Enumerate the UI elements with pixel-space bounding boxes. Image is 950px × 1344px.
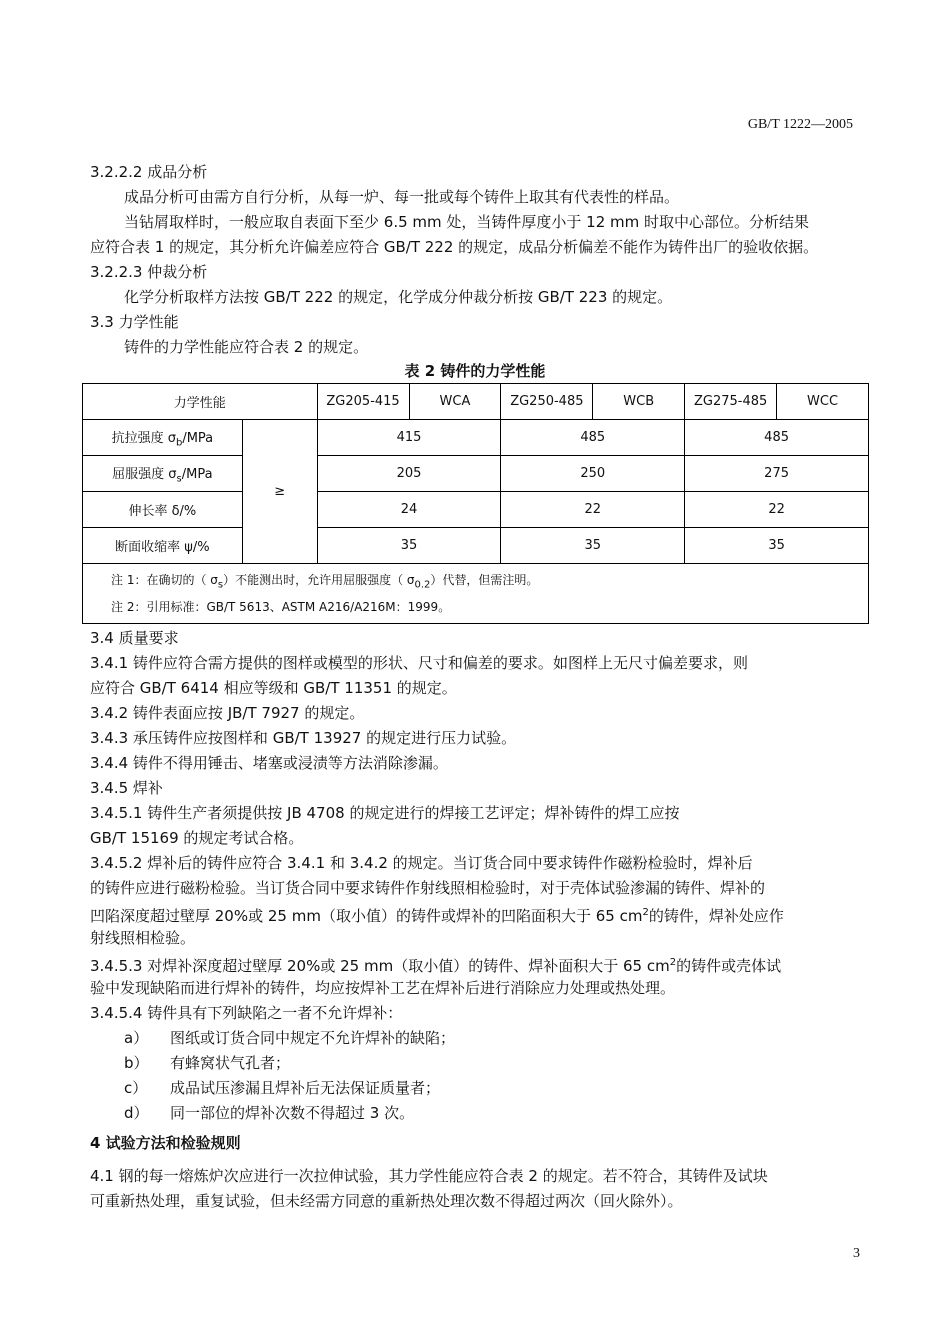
table-cell: 22	[501, 492, 685, 528]
table-cell: 24	[317, 492, 501, 528]
section-3-3-heading: 3.3 力学性能	[90, 313, 179, 331]
paragraph: 4.1 钢的每一熔炼炉次应进行一次拉伸试验，其力学性能应符合表 2 的规定。若不符合，其铸件及试块	[90, 1167, 768, 1185]
paragraph: 3.4.2 铸件表面应按 JB/T 7927 的规定。	[90, 704, 365, 722]
grade-header: WCB	[593, 384, 685, 420]
table-row	[83, 492, 869, 528]
paragraph: 成品分析可由需方自行分析，从每一炉、每一批或每个铸件上取其有代表性的样品。	[124, 188, 680, 206]
column-header: 力学性能	[83, 384, 318, 420]
paragraph: 射线照相检验。	[90, 929, 196, 947]
property-label: 伸长率 δ/%	[83, 492, 243, 528]
grade-header: WCC	[777, 384, 869, 420]
mechanical-properties-table	[82, 383, 869, 624]
table-cell: 275	[685, 456, 869, 492]
table-cell: 485	[685, 420, 869, 456]
table-cell: 485	[501, 420, 685, 456]
paragraph: 当钻屑取样时，一般应取自表面下至少 6.5 mm 处，当铸件厚度小于 12 mm 时取中心部位。分析结果	[124, 213, 810, 231]
table-cell: 35	[317, 528, 501, 564]
table-cell: 205	[317, 456, 501, 492]
table-cell: 35	[501, 528, 685, 564]
table-row	[83, 528, 869, 564]
section-3-2-2-3-heading: 3.2.2.3 仲裁分析	[90, 263, 208, 281]
paragraph: 3.4.3 承压铸件应按图样和 GB/T 13927 的规定进行压力试验。	[90, 729, 517, 747]
paragraph: 3.4.5.1 铸件生产者须提供按 JB 4708 的规定进行的焊接工艺评定；焊补铸件的焊工应按	[90, 804, 680, 822]
note-1: 注 1：在确切的（ $\sigma_s$）不能测出时，允许用屈服强度（ $\sigma_{0.2}$）代替，但需注明。	[111, 573, 539, 591]
table-cell: 250	[501, 456, 685, 492]
paragraph: 应符合表 1 的规定，其分析允许偏差应符合 GB/T 222 的规定，成品分析偏差不能作为铸件出厂的验收依据。	[90, 238, 819, 256]
grade-header: WCA	[409, 384, 501, 420]
section-4-heading: 4 试验方法和检验规则	[90, 1134, 241, 1152]
property-label: 抗拉强度 $\sigma_b$/MPa	[83, 420, 243, 456]
paragraph: 3.4.1 铸件应符合需方提供的图样或模型的形状、尺寸和偏差的要求。如图样上无尺寸偏差要求，则	[90, 654, 748, 672]
table-cell: 415	[317, 420, 501, 456]
table-row	[83, 420, 869, 456]
greater-equal-sign: ≥	[242, 420, 317, 564]
paragraph: 3.4.5.2 焊补后的铸件应符合 3.4.1 和 3.4.2 的规定。当订货合同中要求铸件作磁粉检验时，焊补后	[90, 854, 753, 872]
paragraph: 验中发现缺陷而进行焊补的铸件，均应按焊补工艺在焊补后进行消除应力处理或热处理。	[90, 979, 676, 997]
list-item: c） 成品试压渗漏且焊补后无法保证质量者；	[124, 1079, 441, 1097]
list-item: d） 同一部位的焊补次数不得超过 3 次。	[124, 1104, 415, 1122]
paragraph: 凹陷深度超过壁厚 20%或 25 mm（取小值）的铸件或焊补的凹陷面积大于 65 $cm^2$的铸件，焊补处应作	[90, 907, 784, 925]
table-notes	[83, 564, 869, 624]
grade-header: ZG250-485	[501, 384, 593, 420]
paragraph: 的铸件应进行磁粉检验。当订货合同中要求铸件作射线照相检验时，对于壳体试验渗漏的铸件、焊补的	[90, 879, 766, 897]
list-item: b） 有蜂窝状气孔者；	[124, 1054, 291, 1072]
property-label: 断面收缩率 ψ/%	[83, 528, 243, 564]
paragraph: 3.4.4 铸件不得用锤击、堵塞或浸渍等方法消除渗漏。	[90, 754, 448, 772]
paragraph: 3.4.5.3 对焊补深度超过壁厚 20%或 25 mm（取小值）的铸件、焊补面积大于 65 $cm^2$的铸件或壳体试	[90, 957, 782, 975]
table-cell: 35	[685, 528, 869, 564]
standard-number: GB/T 1222—2005	[747, 117, 853, 132]
paragraph: 化学分析取样方法按 GB/T 222 的规定，化学成分仲裁分析按 GB/T 223 的规定。	[124, 288, 673, 306]
list-item: a） 图纸或订货合同中规定不允许焊补的缺陷；	[124, 1029, 456, 1047]
table-caption: 表 2 铸件的力学性能	[404, 362, 546, 380]
grade-header: ZG275-485	[685, 384, 777, 420]
property-label: 屈服强度 $\sigma_s$/MPa	[83, 456, 243, 492]
section-3-2-2-2-heading: 3.2.2.2 成品分析	[90, 163, 208, 181]
section-3-4-heading: 3.4 质量要求	[90, 629, 179, 647]
note-2: 注 2：引用标准：GB/T 5613、ASTM A216/A216M：1999。	[111, 600, 451, 615]
grade-header: ZG205-415	[317, 384, 409, 420]
paragraph: 应符合 GB/T 6414 相应等级和 GB/T 11351 的规定。	[90, 679, 457, 697]
table-row	[83, 456, 869, 492]
section-3-4-5-heading: 3.4.5 焊补	[90, 779, 163, 797]
table-cell: 22	[685, 492, 869, 528]
page-number: 3	[853, 1246, 860, 1261]
paragraph: 3.4.5.4 铸件具有下列缺陷之一者不允许焊补：	[90, 1004, 403, 1022]
paragraph: 可重新热处理，重复试验，但未经需方同意的重新热处理次数不得超过两次（回火除外）。	[90, 1192, 683, 1210]
paragraph: 铸件的力学性能应符合表 2 的规定。	[124, 338, 369, 356]
paragraph: GB/T 15169 的规定考试合格。	[90, 829, 304, 847]
